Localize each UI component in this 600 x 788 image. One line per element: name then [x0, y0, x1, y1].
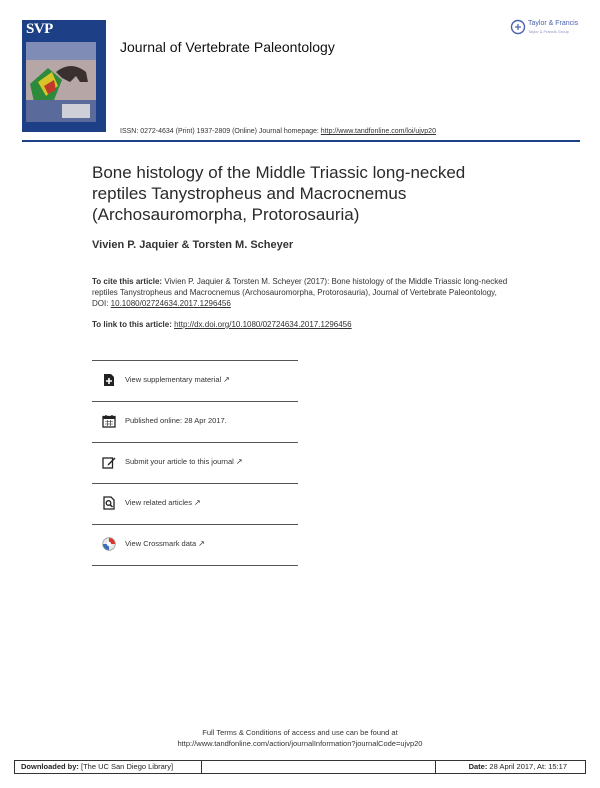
download-info-bar	[14, 760, 586, 774]
edit-icon	[102, 455, 116, 469]
bar-separator	[201, 761, 202, 773]
bar-separator	[435, 761, 436, 773]
publisher-logo-icon	[510, 19, 526, 35]
publisher-sub: Taylor & Francis Group	[528, 29, 569, 34]
submit-article-label: Submit your article to this journal ↗	[125, 457, 243, 466]
publisher-brand: Taylor & Francis	[528, 20, 579, 27]
issn-text: ISSN: 0272-4634 (Print) 1937-2809 (Online) Journal homepage:	[120, 128, 321, 135]
cover-artwork	[26, 42, 96, 122]
external-link-icon: ↗	[235, 457, 243, 466]
article-doi-link[interactable]: http://dx.doi.org/10.1080/02724634.2017.1296456	[174, 320, 352, 329]
cite-text: Vivien P. Jaquier & Torsten M. Scheyer (2017): Bone histology of the Middle Triassic long-necked reptiles Tanystropheus and Macrocnemus (Archosauromorpha, Protorosauria), Journal of Vertebrate Paleontology, DOI:	[92, 277, 508, 308]
published-online-label: Published online: 28 Apr 2017.	[125, 416, 227, 425]
submit-article-row[interactable]	[92, 443, 298, 484]
external-link-icon: ↗	[198, 539, 205, 548]
action-list	[92, 360, 298, 566]
cite-label: To cite this article:	[92, 277, 163, 286]
cover-label: SVP	[26, 21, 53, 37]
supplementary-material-row[interactable]	[92, 360, 298, 402]
related-articles-row[interactable]	[92, 484, 298, 525]
issn-line	[120, 128, 436, 135]
link-label: To link to this article:	[92, 320, 175, 329]
supplementary-material-label: View supplementary material ↗	[125, 375, 230, 384]
calendar-icon	[102, 414, 116, 428]
journal-homepage-link[interactable]: http://www.tandfonline.com/loi/ujvp20	[320, 128, 436, 135]
document-plus-icon	[102, 373, 116, 387]
link-block	[92, 320, 352, 329]
crossmark-label: View Crossmark data ↗	[125, 539, 205, 548]
article-authors: Vivien P. Jaquier & Torsten M. Scheyer	[92, 239, 294, 251]
journal-name[interactable]: Journal of Vertebrate Paleontology	[120, 39, 335, 55]
search-doc-icon	[102, 496, 116, 510]
header-divider	[22, 140, 580, 142]
crossmark-icon	[102, 537, 116, 551]
cite-doi-link[interactable]: 10.1080/02724634.2017.1296456	[110, 299, 231, 308]
related-articles-label: View related articles ↗	[125, 498, 201, 507]
publisher-logo[interactable]	[510, 18, 590, 40]
citation-block	[92, 276, 512, 309]
journal-cover	[22, 20, 106, 132]
download-date: Date: 28 April 2017, At: 15:17	[468, 762, 567, 771]
article-title: Bone histology of the Middle Triassic long-necked reptiles Tanystropheus and Macrocnemus (Archosauromorpha, Protorosauria)	[92, 163, 466, 224]
published-online-row	[92, 402, 298, 443]
terms-line: Full Terms & Conditions of access and use can be found at	[202, 728, 398, 737]
terms-url[interactable]: http://www.tandfonline.com/action/journalInformation?journalCode=ujvp20	[177, 739, 423, 748]
external-link-icon: ↗	[223, 375, 230, 384]
downloaded-by: Downloaded by: [The UC San Diego Library]	[21, 762, 174, 771]
external-link-icon: ↗	[193, 498, 201, 507]
crossmark-row[interactable]	[92, 525, 298, 566]
